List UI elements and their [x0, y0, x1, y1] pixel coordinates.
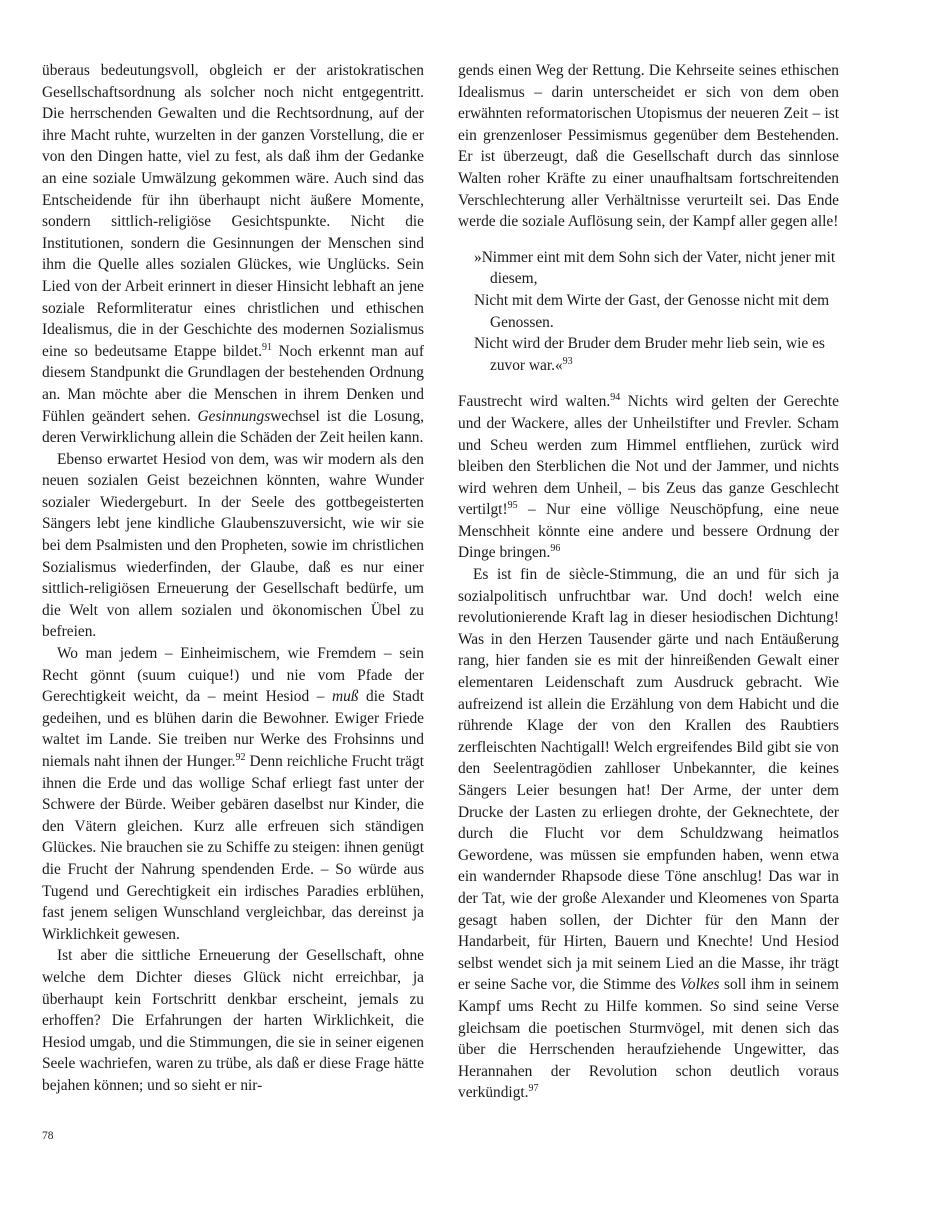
text-run: die Stadt gedeihen, und es blühen darin die Bewohner. Ewiger Friede waltet im Lande. Sie treiben nur Werke des Frohsinns und niemals naht ihnen der Hunger. [42, 688, 424, 770]
paragraph [458, 391, 839, 564]
right-column [458, 60, 839, 1104]
text-run: – Nur eine völlige Neuschöpfung, eine neue Menschheit könnte eine andere und bessere Ordnung der Dinge bringen. [458, 501, 839, 562]
text-run: überaus bedeutungsvoll, obgleich er der aristokratischen Gesellschaftsordnung als solcher noch nicht entgegentritt. Die herrschenden Gewalten und die Rechtsordnung, auf der ihre Macht ruhte, wurzelten in der ganzen Vorstellung, die er von den Dingen hatte, viel zu fest, als daß ihm der Gedanke an eine soziale Umwälzung gekommen wäre. Auch sind das Entscheidende für ihn überhaupt nicht äußere Momente, sondern sittlich-religiöse Gesichtspunkte. Nicht die Institutionen, sondern die Gesinnungen der Menschen sind ihm die Quelle alles sozialen Glückes, wie Unglücks. Sein Lied von der Arbeit erinnert in dieser Hinsicht lebhaft an jene soziale Reformliteratur eines christlichen und ethischen Idealismus, die in der Geschichte des modernen Sozialismus eine so bedeutsame Etappe bildet. [42, 62, 424, 360]
verse-quote [474, 247, 839, 377]
text-run: Denn reichliche Frucht trägt ihnen die Erde und das wollige Schaf erliegt fast unter der Schwere der Bürde. Weiber gebären daselbst nur Kinder, die den Vätern gleichen. Kurz alle erfreuen sich ständigen Glückes. Nie brauchen sie zu Schiffe zu steigen: ihnen genügt die Frucht der Nahrung spendenden Erde. – So würde aus Tugend und Gerechtigkeit ein irdisches Paradies erblühen, fast jenem seligen Wunschland vergleichbar, das dereinst ja Wirklichkeit gewesen. [42, 753, 424, 943]
paragraph: gends einen Weg der Rettung. Die Kehrseite seines ethischen Idealismus – darin unterscheidet er sich von dem oben erwähnten reformatorischen Utopismus der neueren Zeit – ist ein grenzenloser Pessimismus gegenüber dem Bestehenden. Er ist überzeugt, daß die Gesellschaft durch das sinnlose Walten roher Kräfte zu einer unaufhaltsam fortschreitenden Verschlechterung aller Verhältnisse verurteilt sei. Das Ende werde die soziale Auflösung sein, der Kampf aller gegen alle! [458, 62, 839, 231]
footnote-marker: 92 [235, 752, 246, 763]
text-run: Faustrecht wird walten. [458, 393, 611, 411]
left-column [42, 60, 424, 1097]
text-run: soll ihm in seinem Kampf ums Recht zu Hilfe kommen. So sind seine Verse gleichsam die poetischen Sturmvögel, mit denen sich das über die Herrschenden heraufziehende Ungewitter, das Herannahen der Revolution schon deutlich voraus verkündigt. [458, 976, 839, 1102]
page-number: 78 [42, 1130, 54, 1142]
emphasis: muß [331, 688, 359, 706]
footnote-marker: 94 [610, 392, 621, 404]
text-run: Wo man jedem – Einheimischem, wie Fremdem – sein Recht gönnt (suum cuique!) und nie vom Pfade der Gerechtigkeit weicht, da – meint Hesiod – [42, 645, 424, 706]
text-run: Nichts wird gelten der Gerechte und der Wackere, alles der Unheilstifter und Frevler. Scham und Scheu werden zum Himmel entfliehen, zurück wird bleiben den Sterblichen die Not und der Jammer, und nichts wird wehren dem Unheil, – bis Zeus das ganze Geschlecht vertilgt! [458, 393, 839, 519]
paragraph [458, 564, 839, 1104]
footnote-marker: 95 [507, 500, 518, 512]
verse-line [474, 333, 839, 376]
footnote-marker: 91 [261, 341, 272, 353]
text-run: Nicht wird der Bruder dem Bruder mehr lieb sein, wie es zuvor war.« [474, 335, 825, 374]
paragraph [42, 643, 424, 945]
text-run: wechsel ist die Losung, deren Verwirklichung allein die Schäden der Zeit heilen kann. [42, 407, 424, 447]
paragraph: Ebenso erwartet Hesiod von dem, was wir modern als den neuen sozialen Geist bezeichnen könnten, wahre Wunder sozialer Wiedergeburt. In der Seele des gottbegeisterten Sängers lebt jene kindliche Glaubenszuversicht, wie wir sie bei dem Psalmisten und den Propheten, sowie im christlichen Sozialismus wiederfinden, der Glaube, daß es nur einer sittlich-religiösen Erneuerung der Gesellschaft bedürfe, um die Welt von allem sozialen und ökonomischen Übel zu befreien. [42, 450, 424, 641]
footnote-marker: 97 [528, 1083, 539, 1095]
verse-line: Nicht mit dem Wirte der Gast, der Genosse nicht mit dem Genossen. [474, 291, 830, 331]
text-run: Noch erkennt man auf diesem Standpunkt die Grundlagen der bestehenden Ordnung an. Man möchte aber die Menschen in ihrem Denken und Fühlen geändert sehen. [42, 342, 425, 425]
footnote-marker: 93 [562, 355, 573, 367]
text-run: Es ist fin de siècle-Stimmung, die an und für sich ja sozialpolitisch unfruchtbar war. Und doch! welch eine revolutionierende Kraft lag in dieser hesiodischen Dichtung! Was in den Herzen Tausender gärte und nach Entäußerung rang, hier fanden sie es mit der hinreißenden Gewalt einer elementaren Leidenschaft zum Ausdruck gebracht. Wie aufreizend ist allein die Erzählung von dem Habicht und die rührende Klage der von den Krallen des Raubtiers zerfleischten Nachtigall! Welch ergreifendes Bild gibt sie von den Seelentragödien zahlloser Unbekannter, die keines Sängers Leier besungen hat! Der Arme, der unter dem Drucke der Lasten zu erliegen drohte, der Geknechtete, der durch die Flucht vor dem Schuldzwang heimatlos Gewordene, was müssen sie empfunden haben, wenn etwa ein wandernder Rhapsode diese Töne anschlug! Das war in der Tat, wie der große Alexander und Kleomenes von Sparta gesagt haben sollen, der Dichter für den Mann der Handarbeit, für Hirten, Bauern und Knechte! Und Hesiod selbst wendet sich ja mit seinem Lied an die Masse, ihr trägt er seine Sache vor, die Stimme des [458, 566, 839, 994]
footnote-marker: 96 [550, 543, 561, 555]
verse-line: »Nimmer eint mit dem Sohn sich der Vater, nicht jener mit diesem, [474, 248, 836, 288]
paragraph [42, 60, 424, 449]
emphasis: Gesinnungs [197, 407, 271, 425]
paragraph: Ist aber die sittliche Erneuerung der Gesellschaft, ohne welche dem Dichter dieses Glück nicht erreichbar, ja überhaupt kein Fortschritt denkbar erscheint, jemals zu erhoffen? Die Erfahrungen der harten Wirklichkeit, die Hesiod umgab, und die Stimmungen, die sie in seiner eigenen Seele wachriefen, waren zu trübe, als daß er diese Frage hätte bejahen können; und so sieht er nir- [42, 947, 424, 1094]
emphasis: Volkes [680, 976, 720, 994]
